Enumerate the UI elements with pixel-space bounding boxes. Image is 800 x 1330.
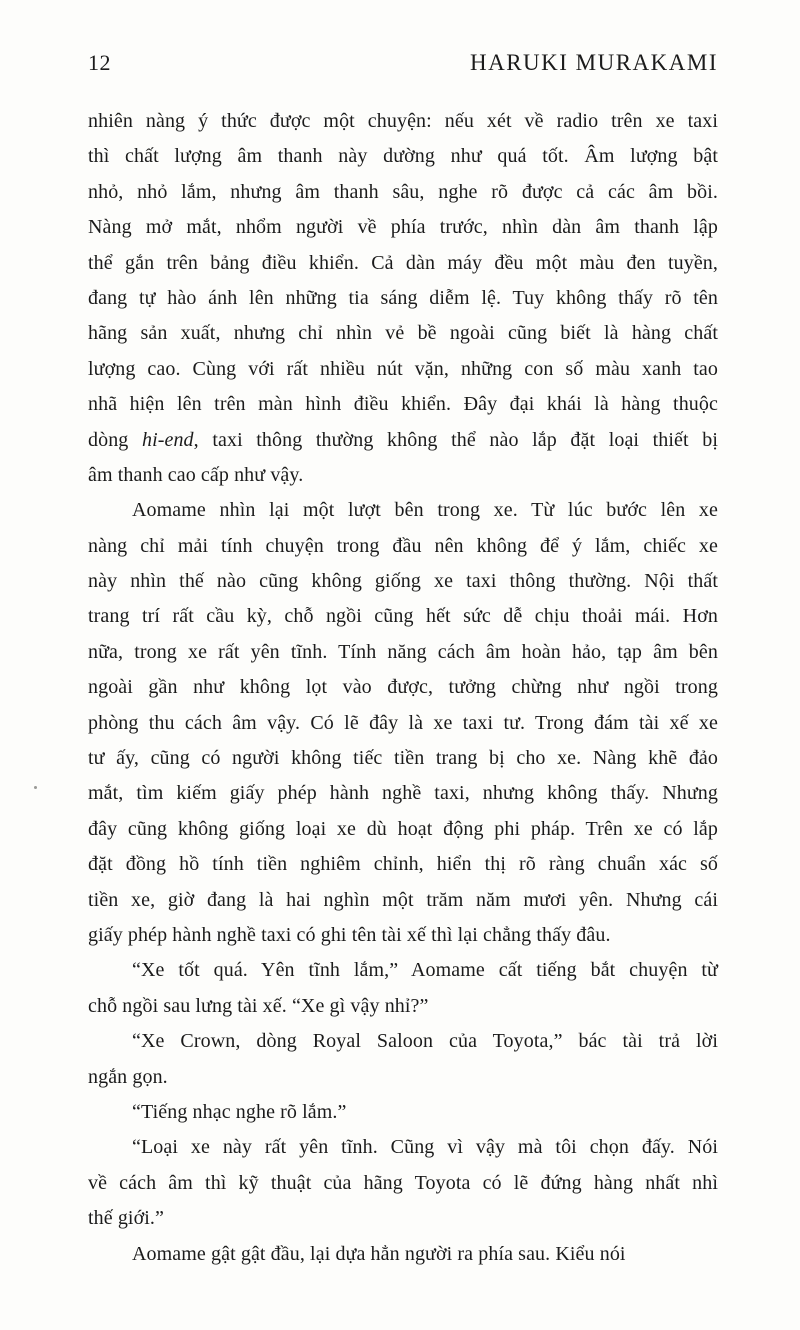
text-line-p1-l4: Nàng mở mắt, nhổm người về phía trước, nhìn dàn âm thanh lập [88,216,718,239]
text-line-p2-l6: ngoài gần như không lọt vào được, tưởng chừng như ngồi trong [88,676,718,699]
text-line-p6-l1: “Loại xe này rất yên tĩnh. Cũng vì vậy mà tôi chọn đấy. Nói [132,1136,718,1159]
text-line-p1-l6: đang tự hào ánh lên những tia sáng diễm lệ. Tuy không thấy rõ tên [88,286,718,309]
text-line-p2-l10: đây cũng không giống loại xe dù hoạt động phi pháp. Trên xe có lắp [88,817,718,840]
text-line-p1-l7: hãng sản xuất, nhưng chỉ nhìn vẻ bề ngoài cũng biết là hàng chất [88,322,718,345]
text-line-p4-l1: “Xe Crown, dòng Royal Saloon của Toyota,” bác tài trả lời [132,1030,718,1053]
text-line-p1-l3: nhỏ, nhỏ lắm, nhưng âm thanh sâu, nghe rõ được cả các âm bồi. [88,180,718,203]
text-line-p2-l3: này nhìn thế nào cũng không giống xe taxi thông thường. Nội thất [88,570,718,593]
text-line-p1-l5: thể gắn trên bảng điều khiển. Cả dàn máy đều một màu đen tuyền, [88,251,718,274]
text-line-p2-l8: tư ấy, cũng có người không tiếc tiền trang bị cho xe. Nàng khẽ đảo [88,747,718,770]
text-line-p5-l1: “Tiếng nhạc nghe rõ lắm.” [132,1100,347,1123]
text-line-p1-l1: nhiên nàng ý thức được một chuyện: nếu xét về radio trên xe taxi [88,110,718,132]
text-line-p2-l1: Aomame nhìn lại một lượt bên trong xe. Từ lúc bước lên xe [132,499,718,522]
text-line-p6-l3: thế giới.” [88,1207,164,1230]
text-line-p2-l4: trang trí rất cầu kỳ, chỗ ngồi cũng hết sức dễ chịu thoải mái. Hơn [88,605,718,628]
text-line-p2-l9: mắt, tìm kiếm giấy phép hành nghề taxi, nhưng không thấy. Nhưng [88,782,718,805]
text-line-p2-l7: phòng thu cách âm vậy. Có lẽ đây là xe taxi tư. Trong đám tài xế xe [88,711,718,734]
text-line-p3-l1: “Xe tốt quá. Yên tĩnh lắm,” Aomame cất tiếng bắt chuyện từ [132,959,718,982]
text-line-p2-l11: đặt đồng hồ tính tiền nghiêm chỉnh, hiển thị rõ ràng chuẩn xác số [88,853,718,876]
text-line-p1-l2: thì chất lượng âm thanh này dường như quá tốt. Âm lượng bật [88,145,718,168]
text-line-p4-l2: ngắn gọn. [88,1065,168,1088]
page-body [88,104,718,1272]
page-number: 12 [88,50,111,75]
text-line-p1-l11: âm thanh cao cấp như vậy. [88,463,304,486]
running-head-author: HARUKI MURAKAMI [469,50,718,75]
text-line-p2-l2: nàng chỉ mải tính chuyện trong đầu nên không để ý lắm, chiếc xe [88,534,718,557]
text-line-p1-l10: dòng hi-end, taxi thông thường không thể nào lắp đặt loại thiết bị [88,428,719,451]
text-line-p1-l8: lượng cao. Cùng với rất nhiều nút vặn, những con số màu xanh tao [88,357,718,380]
scan-speck [34,786,37,789]
text-line-p2-l5: nữa, trong xe rất yên tĩnh. Tính năng cách âm hoàn hảo, tạp âm bên [88,640,718,663]
text-line-p2-l12: tiền xe, giờ đang là hai nghìn một trăm năm mươi yên. Nhưng cái [88,888,718,911]
text-line-p2-l13: giấy phép hành nghề taxi có ghi tên tài xế thì lại chẳng thấy đâu. [88,923,611,946]
text-line-p7-l1: Aomame gật gật đầu, lại dựa hẳn người ra phía sau. Kiểu nói [132,1242,626,1265]
running-header [88,50,718,78]
text-line-p1-l9: nhã hiện lên trên màn hình điều khiển. Đây đại khái là hàng thuộc [88,393,718,416]
text-line-p6-l2: về cách âm thì kỹ thuật của hãng Toyota có lẽ đứng hàng nhất nhì [88,1171,718,1194]
text-line-p3-l2: chỗ ngồi sau lưng tài xế. “Xe gì vậy nhỉ?” [88,994,429,1017]
